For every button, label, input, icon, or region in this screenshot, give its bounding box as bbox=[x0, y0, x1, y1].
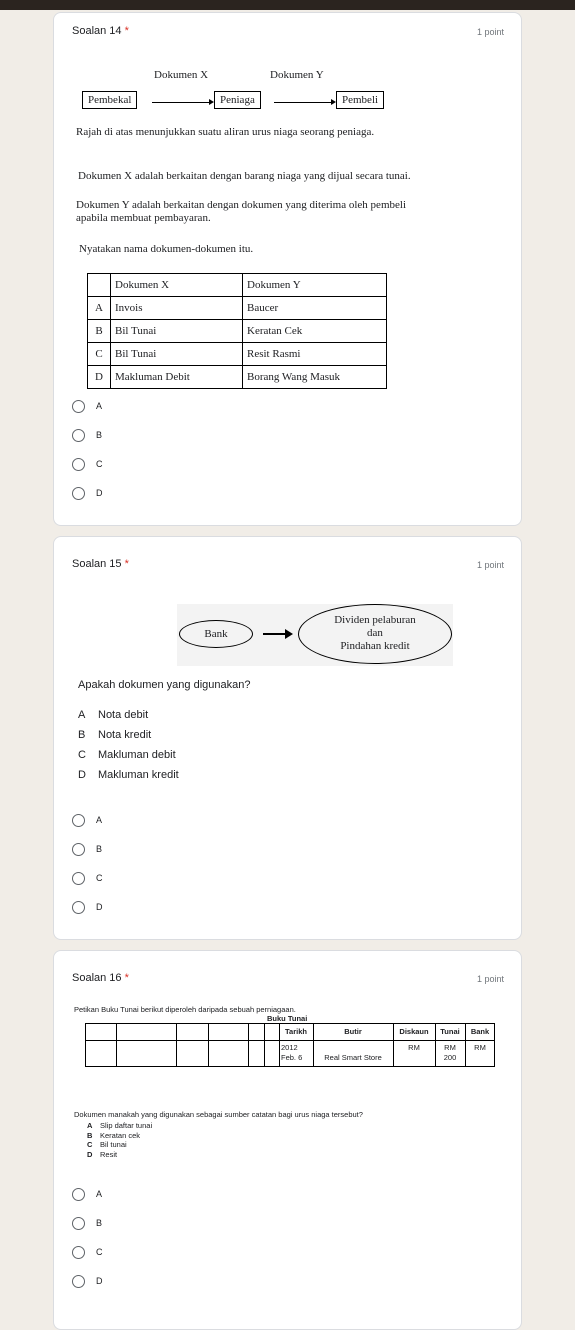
choice-b: B Keratan cek bbox=[87, 1130, 141, 1140]
choice-b: B Nota kredit bbox=[78, 729, 152, 741]
doc-y-label: Dokumen Y bbox=[270, 69, 324, 81]
question-title: Soalan 15 * bbox=[72, 558, 129, 570]
radio-button[interactable] bbox=[72, 458, 85, 471]
question-text: Apakah dokumen yang digunakan? bbox=[78, 679, 251, 691]
col-header-tarikh: Tarikh bbox=[285, 1027, 307, 1036]
option-a[interactable] bbox=[72, 1186, 102, 1202]
option-c[interactable] bbox=[72, 456, 103, 472]
header-divider bbox=[86, 1040, 494, 1041]
divider bbox=[176, 1024, 177, 1066]
option-label: D bbox=[96, 488, 103, 498]
option-label: D bbox=[96, 1276, 103, 1286]
table-header-blank bbox=[88, 274, 111, 297]
table-cell: C bbox=[88, 343, 111, 366]
table-row bbox=[88, 297, 387, 320]
table-cell: Borang Wang Masuk bbox=[243, 366, 387, 389]
table-cell: Resit Rasmi bbox=[243, 343, 387, 366]
option-label: C bbox=[96, 459, 103, 469]
option-b[interactable] bbox=[72, 427, 102, 443]
col-header-bank: Bank bbox=[470, 1027, 490, 1036]
option-label: B bbox=[96, 1218, 103, 1228]
option-a[interactable] bbox=[72, 398, 102, 414]
option-c[interactable] bbox=[72, 870, 103, 886]
butir-cell: Real Smart Store bbox=[324, 1053, 382, 1062]
option-d[interactable] bbox=[72, 1273, 103, 1289]
choice-list bbox=[87, 1121, 152, 1160]
intro-text: Petikan Buku Tunai berikut diperoleh daripada sebuah perniagaan. bbox=[74, 1005, 296, 1014]
question-text-4: Nyatakan nama dokumen-dokumen itu. bbox=[79, 243, 254, 255]
bank-label: Bank bbox=[204, 628, 228, 640]
radio-button[interactable] bbox=[72, 400, 85, 413]
option-label: B bbox=[96, 844, 103, 854]
table-cell: Bil Tunai bbox=[111, 320, 243, 343]
flow-diagram bbox=[82, 69, 402, 121]
option-b[interactable] bbox=[72, 1215, 102, 1231]
table-row bbox=[88, 366, 387, 389]
table-cell: Keratan Cek bbox=[243, 320, 387, 343]
option-label: B bbox=[96, 430, 103, 440]
answer-table bbox=[87, 273, 387, 389]
date-cell: 2012 Feb. 6 bbox=[281, 1043, 303, 1062]
table-row bbox=[88, 343, 387, 366]
option-c[interactable] bbox=[72, 1244, 103, 1260]
arrow-2 bbox=[274, 102, 334, 103]
ellipse-line: Pindahan kredit bbox=[340, 640, 410, 652]
radio-button[interactable] bbox=[72, 1275, 85, 1288]
arrow-right-icon bbox=[263, 633, 287, 635]
choice-d: D Makluman kredit bbox=[78, 769, 179, 781]
radio-button[interactable] bbox=[72, 487, 85, 500]
table-cell: Invois bbox=[111, 297, 243, 320]
option-label: C bbox=[96, 1247, 103, 1257]
choice-d: D Resit bbox=[87, 1150, 118, 1160]
option-label: A bbox=[96, 1189, 103, 1199]
ellipse-line: dan bbox=[367, 627, 383, 639]
table-cell: A bbox=[88, 297, 111, 320]
radio-button[interactable] bbox=[72, 843, 85, 856]
box-pembekal: Pembekal bbox=[82, 91, 137, 109]
top-bar bbox=[0, 0, 575, 10]
bank-ellipse bbox=[179, 620, 253, 648]
bank-diagram bbox=[177, 604, 453, 666]
option-d[interactable] bbox=[72, 899, 103, 915]
question-text: Dokumen manakah yang digunakan sebagai sumber catatan bagi urus niaga tersebut? bbox=[74, 1110, 363, 1119]
question-card-16 bbox=[53, 950, 522, 1330]
col-header-butir: Butir bbox=[344, 1027, 362, 1036]
col-header-tunai: Tunai bbox=[440, 1027, 460, 1036]
question-title: Soalan 14 * bbox=[72, 25, 129, 37]
table-cell: B bbox=[88, 320, 111, 343]
question-text-1: Rajah di atas menunjukkan suatu aliran urus niaga seorang peniaga. bbox=[76, 126, 375, 138]
divider bbox=[264, 1024, 265, 1066]
radio-button[interactable] bbox=[72, 1217, 85, 1230]
table-header: Dokumen Y bbox=[243, 274, 387, 297]
question-title: Soalan 16 * bbox=[72, 972, 129, 984]
choice-list bbox=[78, 705, 179, 785]
question-text-3: Dokumen Y adalah berkaitan dengan dokumen yang diterima oleh pembeli apabila membuat pembayaran. bbox=[76, 199, 406, 224]
radio-button[interactable] bbox=[72, 429, 85, 442]
radio-button[interactable] bbox=[72, 901, 85, 914]
book-title: Buku Tunai bbox=[267, 1014, 308, 1023]
unit-label: RM bbox=[474, 1043, 486, 1052]
radio-button[interactable] bbox=[72, 1188, 85, 1201]
points-label: 1 point bbox=[476, 27, 504, 37]
radio-button[interactable] bbox=[72, 1246, 85, 1259]
table-row bbox=[88, 320, 387, 343]
option-a[interactable] bbox=[72, 812, 102, 828]
table-cell: Baucer bbox=[243, 297, 387, 320]
option-label: A bbox=[96, 815, 103, 825]
ellipse-line: Dividen pelaburan bbox=[334, 614, 416, 626]
doc-x-label: Dokumen X bbox=[154, 69, 209, 81]
table-header: Dokumen X bbox=[111, 274, 243, 297]
unit-label: RM bbox=[408, 1043, 420, 1052]
col-header-diskaun: Diskaun bbox=[399, 1027, 429, 1036]
question-text-2: Dokumen X adalah berkaitan dengan barang niaga yang dijual secara tunai. bbox=[78, 170, 411, 182]
option-label: C bbox=[96, 873, 103, 883]
option-label: D bbox=[96, 902, 103, 912]
radio-button[interactable] bbox=[72, 814, 85, 827]
dividen-ellipse bbox=[298, 604, 452, 664]
choice-a: A Slip daftar tunai bbox=[87, 1121, 153, 1130]
table-cell: Bil Tunai bbox=[111, 343, 243, 366]
option-label: A bbox=[96, 401, 103, 411]
tunai-cell: 200 bbox=[443, 1053, 457, 1062]
cash-book bbox=[85, 1023, 495, 1067]
points-label: 1 point bbox=[476, 974, 504, 984]
box-pembeli: Pembeli bbox=[336, 91, 384, 109]
question-card-15 bbox=[53, 536, 522, 940]
divider bbox=[248, 1024, 249, 1066]
table-cell: Makluman Debit bbox=[111, 366, 243, 389]
unit-label: RM bbox=[444, 1043, 456, 1052]
divider bbox=[116, 1024, 117, 1066]
radio-button[interactable] bbox=[72, 872, 85, 885]
box-peniaga: Peniaga bbox=[214, 91, 261, 109]
choice-c: C Makluman debit bbox=[78, 749, 176, 761]
option-d[interactable] bbox=[72, 485, 103, 501]
question-card-14 bbox=[53, 12, 522, 526]
points-label: 1 point bbox=[476, 560, 504, 570]
divider bbox=[208, 1024, 209, 1066]
choice-c: C Bil tunai bbox=[87, 1140, 127, 1150]
arrowhead bbox=[285, 629, 293, 639]
table-cell: D bbox=[88, 366, 111, 389]
arrow-1 bbox=[152, 102, 212, 103]
choice-a: A Nota debit bbox=[78, 709, 149, 721]
option-b[interactable] bbox=[72, 841, 102, 857]
